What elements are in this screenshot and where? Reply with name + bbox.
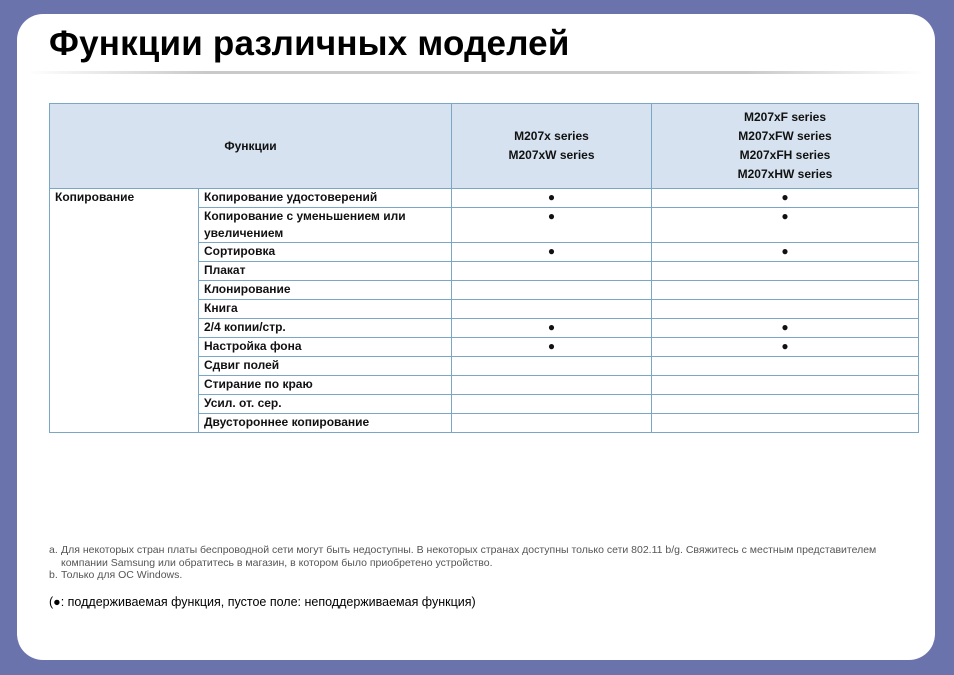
empty-cell [652,395,919,414]
function-name: Настройка фона [199,338,452,357]
document-page [17,14,935,660]
footnotes [49,544,889,582]
empty-cell [652,414,919,433]
table-row [50,189,919,208]
function-name: Копирование удостоверений [199,189,452,208]
group-label: Копирование [50,189,199,433]
supported-mark: ● [652,208,919,243]
supported-mark: ● [452,319,652,338]
function-name: Двустороннее копирование [199,414,452,433]
footnote-text: Для некоторых стран платы беспроводной сети могут быть недоступны. В некоторых странах доступны только сети 802.11 b/g. Свяжитесь с местным представителем компании Samsung или обратитесь в магазин, в котором было приобретено устройство. [61,544,877,569]
empty-cell [452,395,652,414]
legend-note: (●: поддерживаемая функция, пустое поле: неподдерживаемая функция) [49,595,476,609]
features-table [49,103,919,433]
function-name: Клонирование [199,281,452,300]
function-name: Плакат [199,262,452,281]
function-name: Сдвиг полей [199,357,452,376]
table-header-row [50,104,919,189]
models-header-col1 [452,104,652,189]
empty-cell [452,281,652,300]
empty-cell [652,357,919,376]
function-name: Усил. от. сер. [199,395,452,414]
empty-cell [652,376,919,395]
model-name: M207xW series [508,148,595,162]
empty-cell [652,281,919,300]
functions-header: Функции [50,104,452,189]
page-title: Функции различных моделей [49,24,570,63]
model-name: M207xFH series [739,148,831,162]
function-name: Стирание по краю [199,376,452,395]
footnote-text: Только для ОС Windows. [61,569,183,581]
empty-cell [452,414,652,433]
title-divider [27,71,925,74]
function-name: 2/4 копии/стр. [199,319,452,338]
table-body [50,189,919,433]
function-name: Копирование с уменьшением или увеличением [199,208,452,243]
function-name: Книга [199,300,452,319]
model-name: M207xF series [743,110,827,124]
supported-mark: ● [452,243,652,262]
empty-cell [652,262,919,281]
function-name: Сортировка [199,243,452,262]
supported-mark: ● [652,243,919,262]
footnote [49,569,889,582]
model-name: M207xHW series [737,167,833,181]
supported-mark: ● [652,189,919,208]
empty-cell [452,357,652,376]
model-name: M207x series [514,129,589,143]
empty-cell [452,300,652,319]
footnote-label: b. [49,569,58,581]
supported-mark: ● [652,319,919,338]
empty-cell [652,300,919,319]
supported-mark: ● [452,208,652,243]
models-header-col2 [652,104,919,189]
supported-mark: ● [452,338,652,357]
model-name: M207xFW series [738,129,832,143]
empty-cell [452,376,652,395]
supported-mark: ● [452,189,652,208]
footnote [49,544,889,569]
supported-mark: ● [652,338,919,357]
empty-cell [452,262,652,281]
footnote-label: a. [49,544,58,556]
